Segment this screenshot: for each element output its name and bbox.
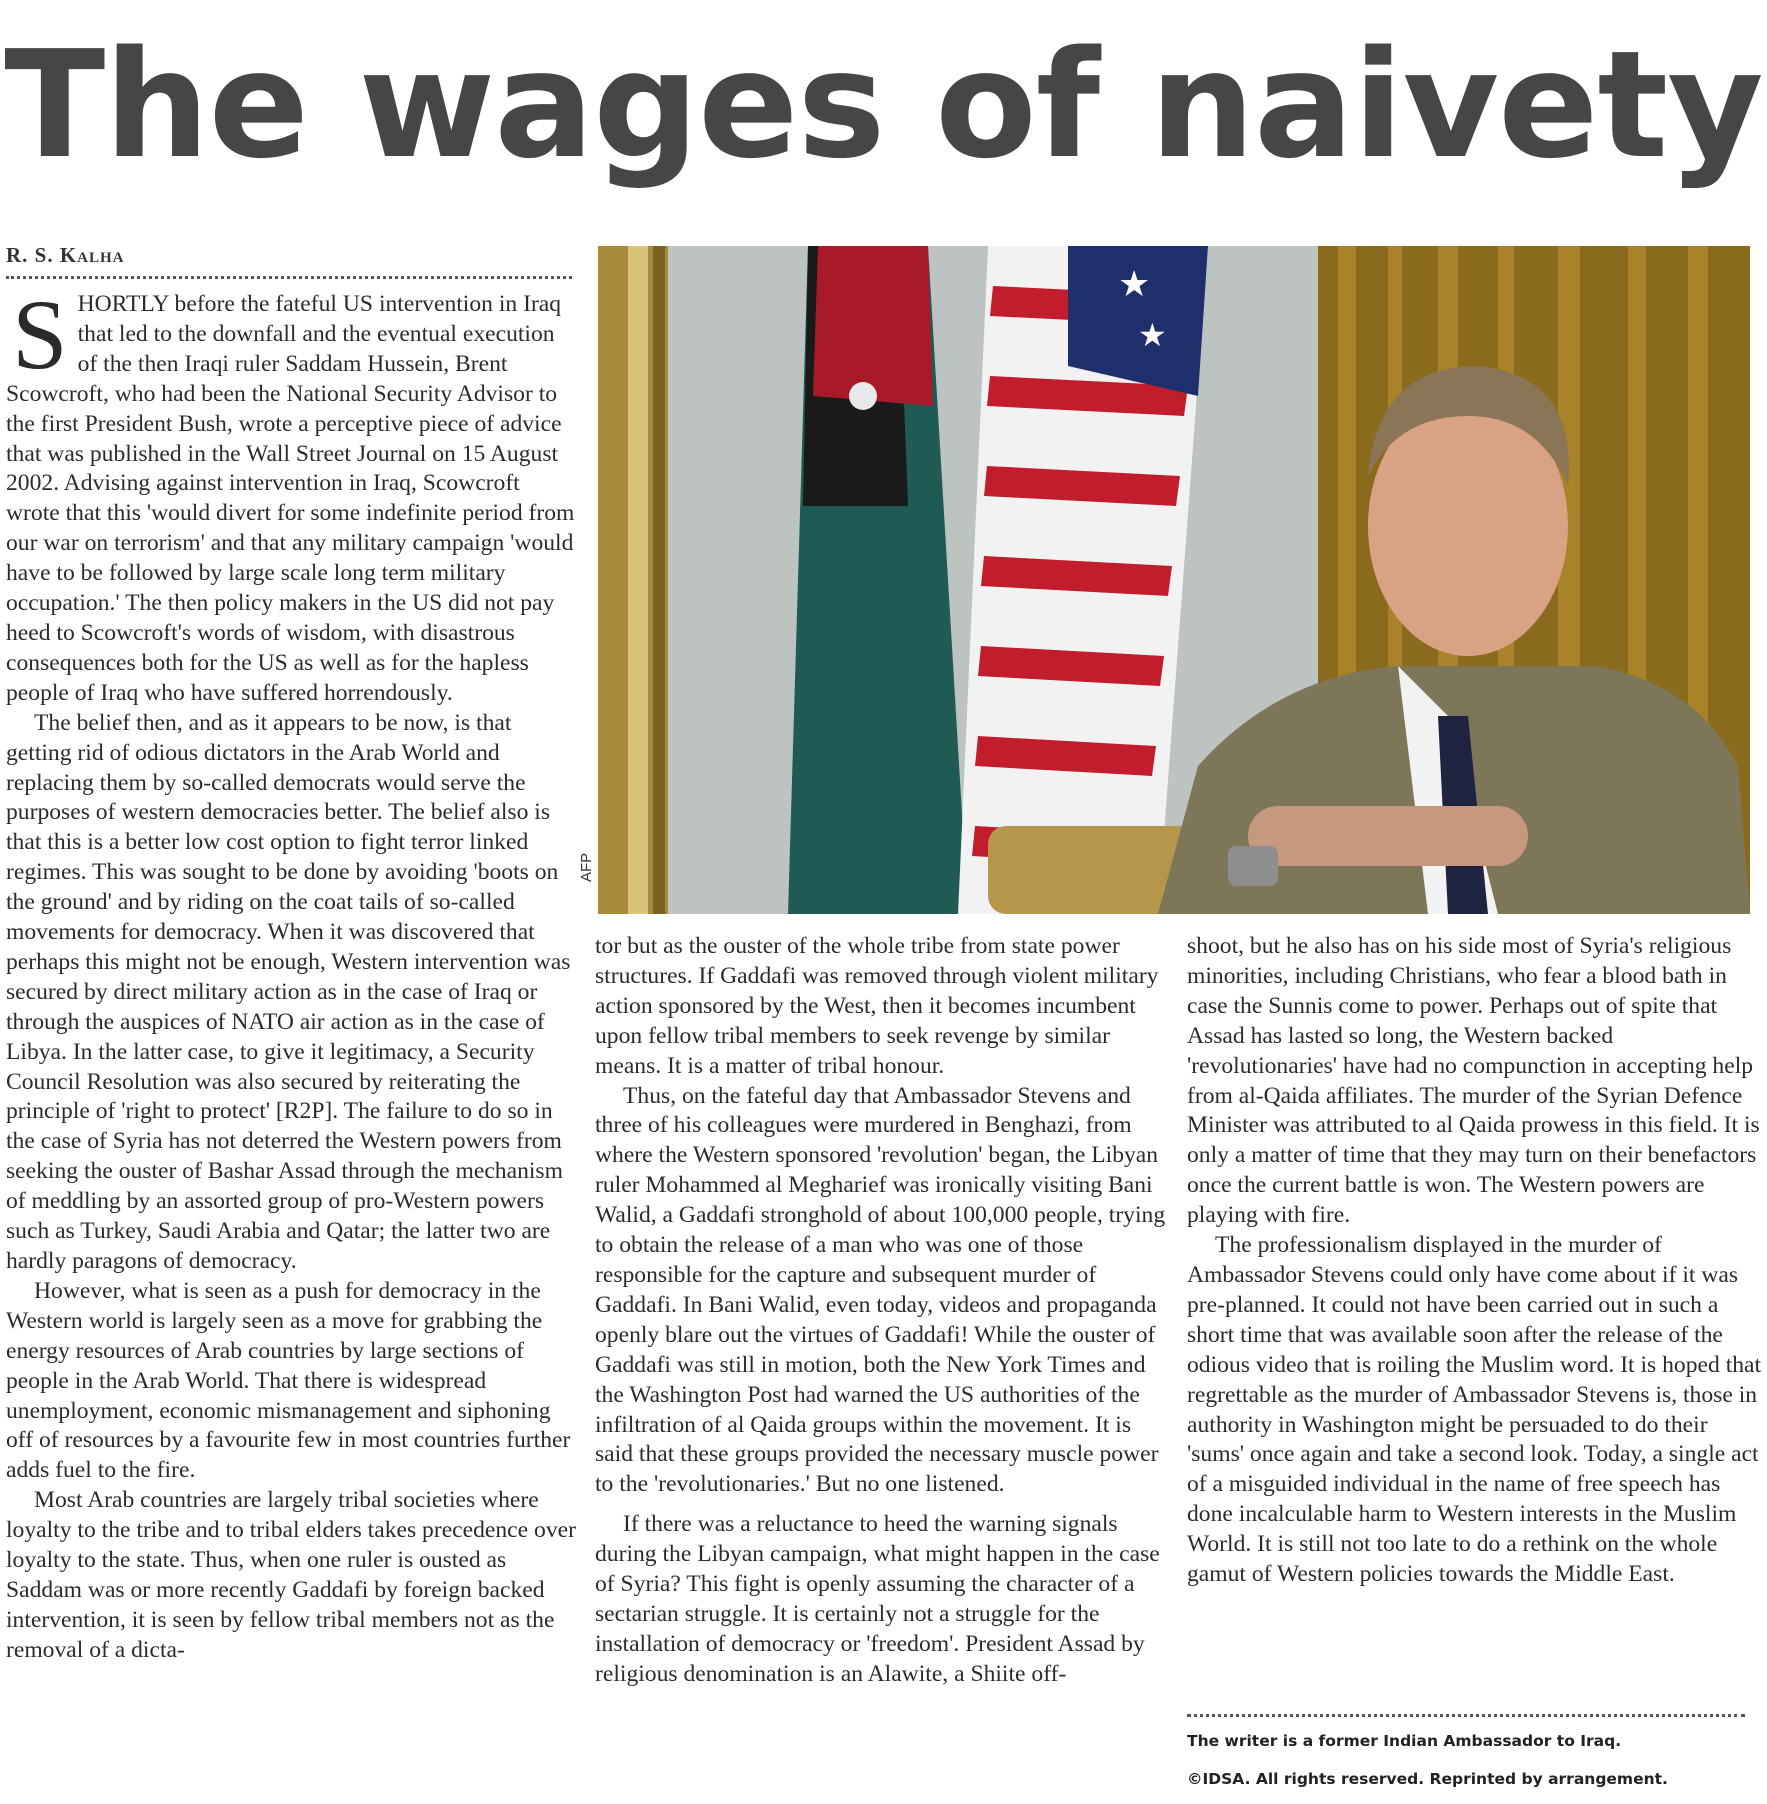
- paragraph: shoot, but he also has on his side most of Syria's religious minorities, including Christians, who fear a blood bath in case the Sunnis come to power. Perhaps out of spite that Assad has lasted so long, the Western backed 'revolutionaries' have had no compunction in accepting help from al-Qaida affiliates. The murder of the Syrian Defence Minister was attributed to al Qaida prowess in this field. It is only a matter of time that they may turn on their benefactors once the current battle is won. The Western powers are playing with fire.: [1187, 933, 1760, 1229]
- svg-text:★: ★: [1118, 264, 1151, 305]
- photo-illustration: [598, 246, 1750, 914]
- drop-cap: S: [12, 279, 68, 390]
- paragraph: Most Arab countries are largely tribal societies where loyalty to the tribe and to tribal elders takes precedence over loyalty to the state. Thus, when one ruler is ousted as Saddam was or more recently Gaddafi by foreign backed intervention, it is seen by fellow tribal members not as the removal of a dicta-: [6, 1487, 576, 1663]
- paragraph: The belief then, and as it appears to be now, is that getting rid of odious dictators in the Arab World and replacing them by so-called democrats would serve the purposes of western democracies better. The belief also is that this is a better low cost option to fight terror linked regimes. This was sought to be done by avoiding 'boots on the ground' and by riding on the coat tails of so-called movements for democracy. When it was discovered that perhaps this might not be enough, Western intervention was secured by direct military action as in the case of Iraq or through the auspices of NATO air action as in the case of Libya. In the latter case, to give it legitimacy, a Security Council Resolution was also secured by reiterating the principle of 'right to protect' [R2P]. The failure to do so in the case of Syria has not deterred the Western powers from seeking the ouster of Bashar Assad through the mechanism of meddling by an assorted group of pro-Western powers such as Turkey, Saudi Arabia and Qatar; the latter two are hardly paragons of democracy.: [6, 709, 571, 1274]
- headline: The wages of naivety: [4, 19, 1763, 191]
- column-1: [6, 279, 576, 1666]
- paragraph: If there was a reluctance to heed the warning signals during the Libyan campaign, what might happen in the case of Syria? This fight is openly assuming the character of a sectarian struggle. It is certainly not a struggle for the installation of democracy or 'freedom'. President Assad by religious denomination is an Alawite, a Shiite off-: [595, 1511, 1160, 1687]
- byline: R. S. Kalha: [6, 243, 572, 279]
- paragraph-gap: [595, 1500, 1167, 1510]
- column-3: [1187, 932, 1763, 1590]
- svg-text:★: ★: [1138, 316, 1167, 354]
- paragraph: However, what is seen as a push for democracy in the Western world is largely seen as a move for grabbing the energy resources of Arab countries by large sections of people in the Arab World. That there is widespread unemployment, economic mismanagement and siphoning off of resources by a favourite few in most countries further adds fuel to the fire.: [6, 1277, 571, 1484]
- paragraph: Thus, on the fateful day that Ambassador Stevens and three of his colleagues were murdered in Benghazi, from where the Western sponsored 'revolution' began, the Libyan ruler Mohammed al Megharief was ironically visiting Bani Walid, a Gaddafi stronghold of about 100,000 people, trying to obtain the release of a man who was one of those responsible for the capture and subsequent murder of Gaddafi. In Bani Walid, even today, videos and propaganda openly blare out the virtues of Gaddafi! While the ouster of Gaddafi was still in motion, both the New York Times and the Washington Post had warned the US authorities of the infiltration of al Qaida groups within the movement. It is said that these groups provided the necessary muscle power to the 'revolutionaries.' But no one listened.: [595, 1082, 1166, 1498]
- paragraph: tor but as the ouster of the whole tribe from state power structures. If Gaddafi was removed through violent military action sponsored by the West, then it becomes incumbent upon fellow tribal members to seek revenge by similar means. It is a matter of tribal honour.: [595, 933, 1159, 1079]
- footer-divider: [1187, 1714, 1745, 1717]
- column-2: [595, 932, 1167, 1690]
- author-note: The writer is a former Indian Ambassador to Iraq.: [1187, 1732, 1622, 1750]
- paragraph: The professionalism displayed in the murder of Ambassador Stevens could only have come about if it was pre-planned. It could not have been carried out in such a short time that was available soon after the release of the odious video that is roiling the Muslim word. It is hoped that regrettable as the murder of Ambassador Stevens is, those in authority in Washington might be persuaded to do their 'sums' once again and take a second look. Today, a single act of a misguided individual in the name of free speech has done incalculable harm to Western interests in the Muslim World. It is still not too late to do a rethink on the whole gamut of Western policies towards the Middle East.: [1187, 1232, 1762, 1588]
- paragraph-text: HORTLY before the fateful US intervention in Iraq that led to the downfall and the eventual execution of the then Iraqi ruler Saddam Hussein, Brent Scowcroft, who had been the National Security Advisor to the first President Bush, wrote a perceptive piece of advice that was published in the Wall Street Journal on 15 August 2002. Advising against intervention in Iraq, Scowcroft wrote that this 'would divert for some indefinite period from our war on terrorism' and that any military campaign 'would have to be followed by large scale long term military occupation.' The then policy makers in the US did not pay heed to Scowcroft's words of wisdom, with disastrous consequences both for the US as well as for the hapless people of Iraq who have suffered horrendously.: [6, 291, 575, 706]
- copyright-note: ©IDSA. All rights reserved. Reprinted by arrangement.: [1187, 1770, 1668, 1788]
- photo-credit: AFP: [578, 852, 595, 882]
- article-photo: [598, 246, 1750, 914]
- paragraph: [6, 279, 576, 709]
